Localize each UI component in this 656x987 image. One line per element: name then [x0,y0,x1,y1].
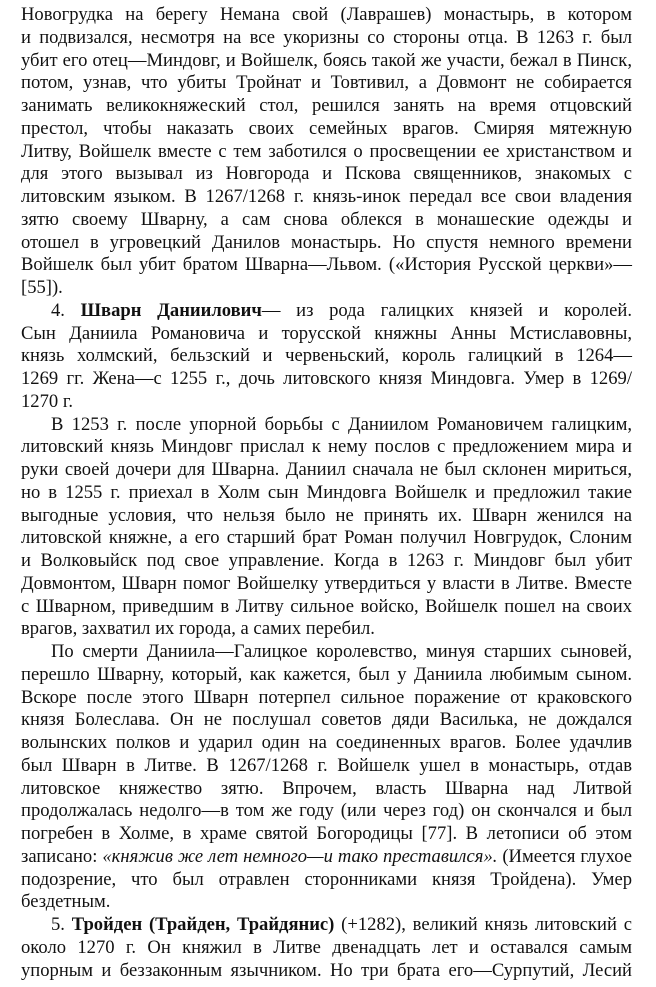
text-line: По смерти Даниила—Галицкое королевство, минуя старших сыновей, [51,641,632,662]
text-line: В 1253 г. после упорной борьбы с Даниилом Романовичем галицким, [51,413,632,435]
quote-prefix: записано: [21,845,103,867]
text-line: руки своей дочери для Шварна. Даниил сначала не был склонен мириться, [21,459,632,480]
quote-suffix: (Имеется глухое [497,845,632,867]
text-line: князь холмский, бельзский и червеньский, король галицкий в 1264— [21,345,632,367]
paragraph-shvarn-reign [21,641,632,914]
text-line: Литву, Войшелк вместе с тем заботился о просвещении ее христанством и [21,140,632,162]
quote-line [21,846,632,869]
paragraph-shvarn-marriage [21,414,632,642]
text-line: отошел в угровецкий Данилов монастырь. Но спустя немного времени [21,231,632,253]
entry-name: Шварн Даниилович [80,299,262,321]
text-line: престол, чтобы наказать своих семейных врагов. Смиряя мятежную [21,117,632,139]
entry-troyden [21,914,632,982]
text-line: погребен в Холме, в храме святой Богородицы [77]. В летописи об этом [21,823,632,844]
text-line: убит его отец—Миндовг, и Войшелк, боясь такой же участи, бежал в Пинск, [21,49,632,71]
text-line: с Шварном, приведшим в Литву сильное войско, Войшелк пошел на своих [21,595,632,617]
text-line: около 1270 г. Он княжил в Литве двенадцать лет и оставался самым [21,936,632,958]
text-line: литовской княжне, а его старший брат Роман получил Новгрудок, Слоним [21,527,632,549]
entry-name: Тройден (Трайден, Трайдянис) [71,914,335,935]
entry-first-line-rest: — из рода галицких князей и королей. [261,299,632,321]
text-line: бездетным. [21,891,111,913]
paragraph-voyshelk-continued [21,4,632,300]
entry-number: 4. [51,299,65,321]
entry-first-line-rest: (+1282), великий князь литовский с [334,914,632,935]
text-line: Довмонтом, Шварн помог Войшелку утвердиться у власти в Литве. Вместе [21,572,632,594]
text-line: занимать великокняжеский стол, решился занять на время отцовский [21,95,632,116]
text-line: был Шварн в Литве. В 1267/1268 г. Войшелк ушел в монастырь, отдав [21,754,632,776]
text-line: выгодные условия, что нельзя было не принять их. Шварн женился на [21,504,632,526]
text-line: врагов, захватил их города, а самих перебил. [21,618,375,640]
text-line: подозрение, что был отравлен сторонниками князя Тройдена). Умер [21,868,632,890]
entry-number: 5. [51,914,65,935]
text-line: упорным и беззаконным язычником. Но три брата его—Сурпутий, Лесий [21,959,632,981]
text-line: и подвизался, несмотря на все укоризны со стороны отца. В 1263 г. был [21,26,632,48]
text-line: Сын Даниила Романовича и торусской княжны Анны Мстиславовны, [21,322,632,344]
text-line: для этого вызывал из Новгорода и Пскова священников, знакомых с [21,163,632,185]
entry-first-line [21,914,632,937]
chronicle-quote: «княжив же лет немного—и тако преставился». [102,845,498,867]
text-line: продолжалась недолго—в том же году (или через год) он скончался и был [21,800,632,822]
text-line: 1270 г. [21,390,74,412]
text-line: и Волковыйск под свое управление. Когда в 1263 г. Миндовг был убит [21,550,632,571]
text-line: литовским языком. В 1267/1268 г. князь-инок передал все свои владения [21,186,632,207]
text-line: [55]). [21,277,63,298]
entry-shvarn [21,300,632,414]
text-line: Войшелк был убит братом Шварна—Львом. («История Русской церкви»— [21,254,632,276]
text-line: князя Болеслава. Он не послушал советов дяди Василька, не дождался [21,709,632,731]
entry-first-line [21,300,632,323]
text-line: литовский князь Миндовг прислал к нему послов с предложением мира и [21,436,632,458]
text-line: 1269 гг. Жена—с 1255 г., дочь литовского князя Миндовга. Умер в 1269/ [21,368,632,389]
text-line: Вскоре после этого Шварн потерпел сильное поражение от краковского [21,686,632,708]
text-line: но в 1255 г. приехал в Холм сын Миндовга Войшелк и предложил такие [21,481,632,503]
text-line: потом, узнав, что убиты Тройнат и Товтивил, а Довмонт не собирается [21,72,632,94]
text-line: литовское княжество зятю. Впрочем, власть Шварна над Литвой [21,777,632,799]
text-line: Новогрудка на берегу Немана свой (Лаврашев) монастырь, в котором [21,4,632,25]
text-line: зятю своему Шварну, а сам снова облекся в монашеские одежды и [21,208,632,230]
text-line: перешло Шварну, который, как кажется, был у Даниила любимым сыном. [21,663,632,685]
text-line: волынских полков и ударил один на соединенных врагов. Более удачлив [21,732,632,753]
